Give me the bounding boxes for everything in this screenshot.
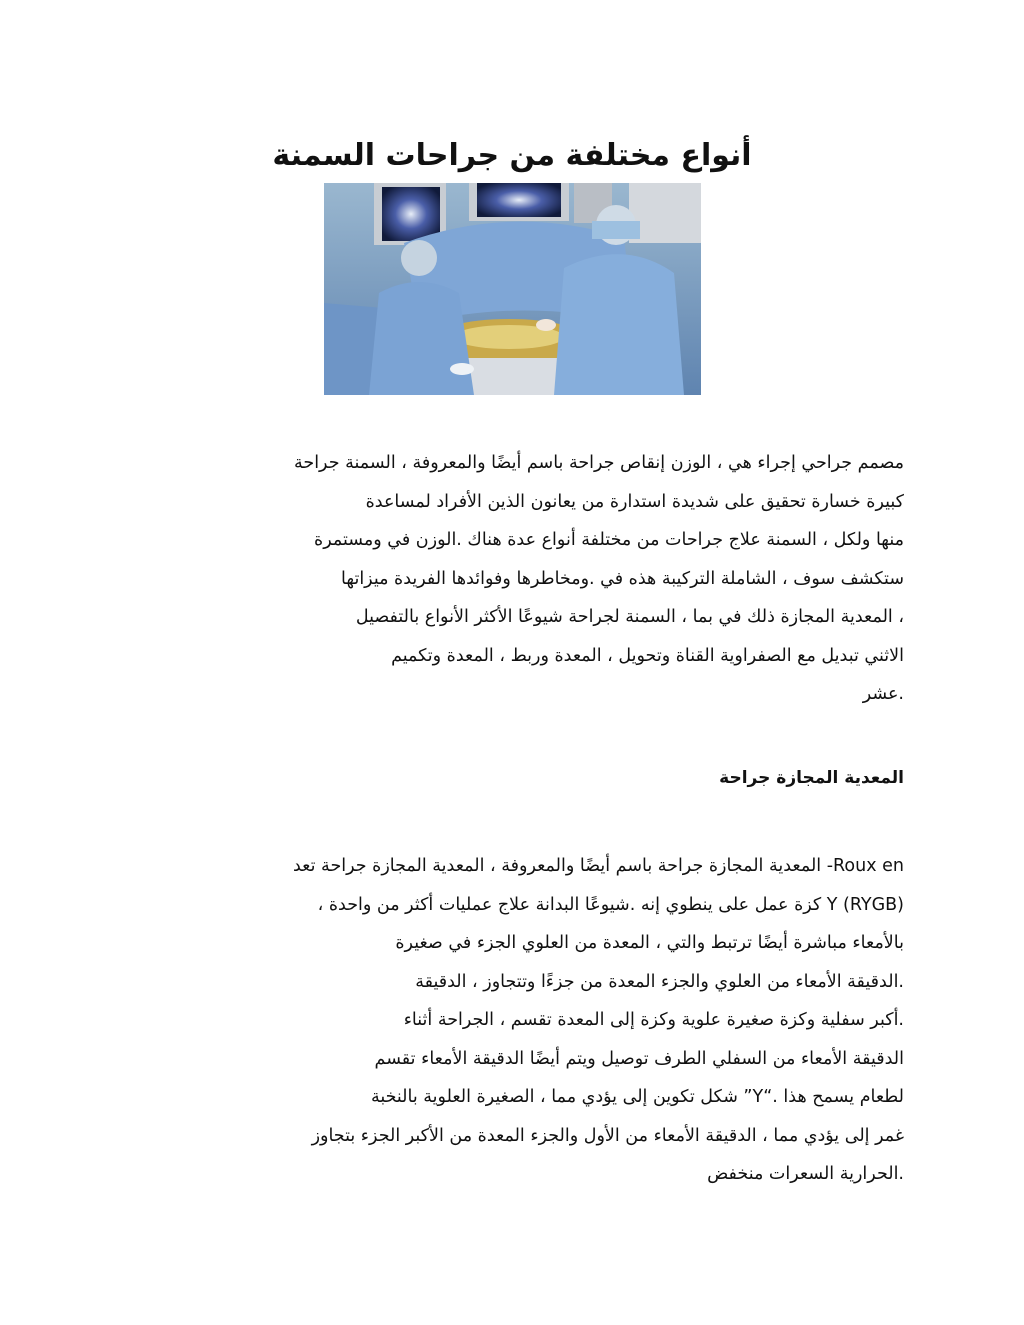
- text-line: الدقيقة الأمعاء من السفلي الطرف توصيل ويتم أيضًا الدقيقة الأمعاء تقسم: [374, 1048, 904, 1069]
- text-line: .أكبر سفلية وكزة صغيرة علوية وكزة إلى المعدة تقسم ، الجراحة أثناء: [403, 1010, 904, 1030]
- text-line: ستكشف سوف ، الشاملة التركيبة هذه في .ومخاطرها وفوائدها الفريدة ميزاتها: [341, 568, 904, 589]
- text-line: بالأمعاء مباشرة أيضًا ترتبط والتي ، المعدة من العلوي الجزء في صغيرة: [395, 933, 904, 953]
- text-line: Roux en- المعدية المجازة جراحة باسم أيضًا والمعروفة ، المعدية المجازة جراحة تعد: [293, 856, 904, 876]
- text-line: ، المعدية المجازة ذلك في بما ، السمنة لجراحة شيوعًا الأكثر الأنواع بالتفصيل: [355, 607, 904, 627]
- text-line: غمر إلى يؤدي مما ، الدقيقة الأمعاء من الأول والجزء المعدة من الأكبر الجزء بتجاوز: [311, 1125, 904, 1146]
- page-title: أنواع مختلفة من جراحات السمنة: [272, 138, 752, 173]
- text-line: منها ولكل ، السمنة علاج جراحات من مختلفة أنواع عدة هناك .الوزن في ومستمرة: [314, 530, 904, 550]
- surgery-photo: [324, 183, 701, 395]
- text-line: لطعام يسمح هذا .“Y” شكل تكوين إلى يؤدي مما ، الصغيرة العلوية بالنخبة: [370, 1087, 904, 1107]
- text-line: .الحرارية السعرات منخفض: [707, 1164, 904, 1184]
- text-line: الاثني تبديل مع الصفراوية القناة وتحويل ، المعدة وربط ، المعدة وتكميم: [391, 645, 904, 666]
- section-paragraph: [124, 847, 904, 1194]
- text-line: كبيرة خسارة تحقيق على شديدة استدارة من يعانون الذين الأفراد لمساعدة: [365, 491, 904, 512]
- text-line: .عشر: [862, 684, 904, 704]
- text-line: .الدقيقة الأمعاء من العلوي والجزء المعدة من جزءًا وتتجاوز ، الدقيقة: [415, 971, 904, 992]
- section-heading: المعدية المجازة جراحة: [719, 768, 904, 788]
- text-line: مصمم جراحي إجراء هي ، الوزن إنقاص جراحة باسم أيضًا والمعروفة ، السمنة جراحة: [294, 453, 904, 473]
- intro-paragraph: [124, 444, 904, 714]
- text-line: Y (RYGB) كزة عمل على ينطوي إنه .شيوعًا البدانة علاج عمليات أكثر من واحدة ،: [317, 894, 904, 915]
